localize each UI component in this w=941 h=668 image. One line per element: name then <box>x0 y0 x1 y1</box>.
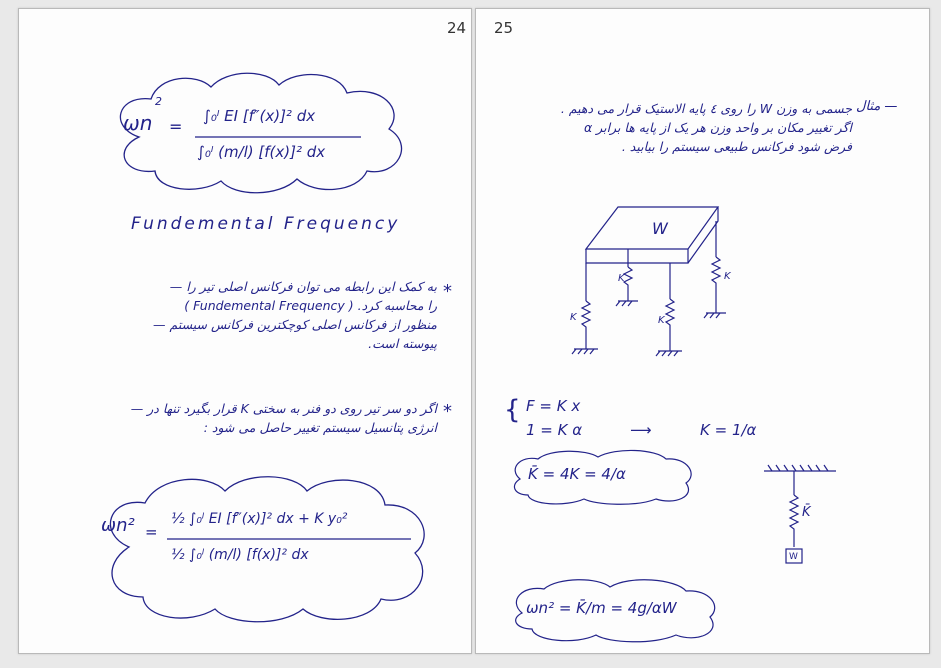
page-number: 24 <box>447 19 467 37</box>
notebook-page-left <box>18 8 472 654</box>
equation-unit-load: 1 = K α <box>526 421 583 439</box>
equivalent-stiffness <box>506 449 696 505</box>
paragraph-spring-support <box>45 399 437 437</box>
spring-label: K <box>618 273 625 284</box>
arrow-icon: ⟶ <box>630 421 652 439</box>
formula-denominator: ∫₀ˡ (m/l) [f(x)]² dx <box>197 143 326 161</box>
paragraph-fundamental <box>49 277 437 353</box>
formula-numerator: ∫₀ˡ EI [f″(x)]² dx <box>203 107 316 125</box>
spring-label: K <box>724 271 731 282</box>
example-line: اگر تغییر مکان بر واحد وزن هر یک از پایه ها برابر α <box>584 120 852 135</box>
hanging-mass-label: W <box>789 552 798 562</box>
fundamental-frequency-formula <box>99 67 419 197</box>
paragraph-line: پیوسته است. <box>368 336 437 351</box>
formula-numerator: ½ ∫₀ˡ EI [f″(x)]² dx + K y₀² <box>171 511 348 527</box>
equation-natural-frequency: ωn² = K̄/m = 4g/αW <box>526 599 677 617</box>
example-line: فرض شود فرکانس طبیعی سیستم را بیابید . <box>621 139 852 154</box>
paragraph-line: را محاسبه کرد. ( Fundemental Frequency ) <box>184 298 437 313</box>
paragraph-line: منظور از فرکانس اصلی کوچکترین فرکانس سیستم — <box>153 317 437 332</box>
equals-sign: = <box>145 523 158 541</box>
paragraph-line: اگر دو سر تیر روی دو فنر به سختی K قرار بگیرد تنها در — <box>130 401 437 416</box>
notebook-page-right <box>475 8 930 654</box>
bullet-marker: * <box>443 401 452 422</box>
equation-stiffness: K = 1/α <box>700 421 757 439</box>
equation-equivalent: K̄ = 4K = 4/α <box>528 465 626 483</box>
formula-denominator: ½ ∫₀ˡ (m/l) [f(x)]² dx <box>171 547 309 563</box>
omega-n: ωn <box>123 111 153 135</box>
example-text <box>486 99 852 156</box>
equivalent-spring-label: K̄ <box>802 505 811 520</box>
mass-label: W <box>652 219 668 238</box>
bullet-marker: * <box>443 281 452 302</box>
spring-label: K <box>570 312 577 323</box>
equals-sign: = <box>169 117 183 136</box>
brace: { <box>504 395 521 425</box>
omega-n-squared: ωn² <box>101 515 135 536</box>
paragraph-line: انرژی پتانسیل سیستم تغییر حاصل می شود : <box>203 420 437 435</box>
natural-frequency-result <box>506 577 726 643</box>
example-label: مثال — <box>856 99 898 114</box>
spring-frequency-formula <box>89 467 439 627</box>
paragraph-line: به کمک این رابطه می توان فرکانس اصلی تیر را — <box>169 279 437 294</box>
spring-label: K <box>658 315 665 326</box>
hanging-spring-figure <box>756 461 846 581</box>
omega-exponent: 2 <box>155 95 162 108</box>
page-number: 25 <box>494 19 514 37</box>
example-line: جسمی به وزن W را روی ٤ پایه الاستیک قرار می دهیم . <box>560 101 852 116</box>
equation-force: F = K x <box>526 397 581 415</box>
section-heading: Fundemental Frequency <box>131 214 401 234</box>
